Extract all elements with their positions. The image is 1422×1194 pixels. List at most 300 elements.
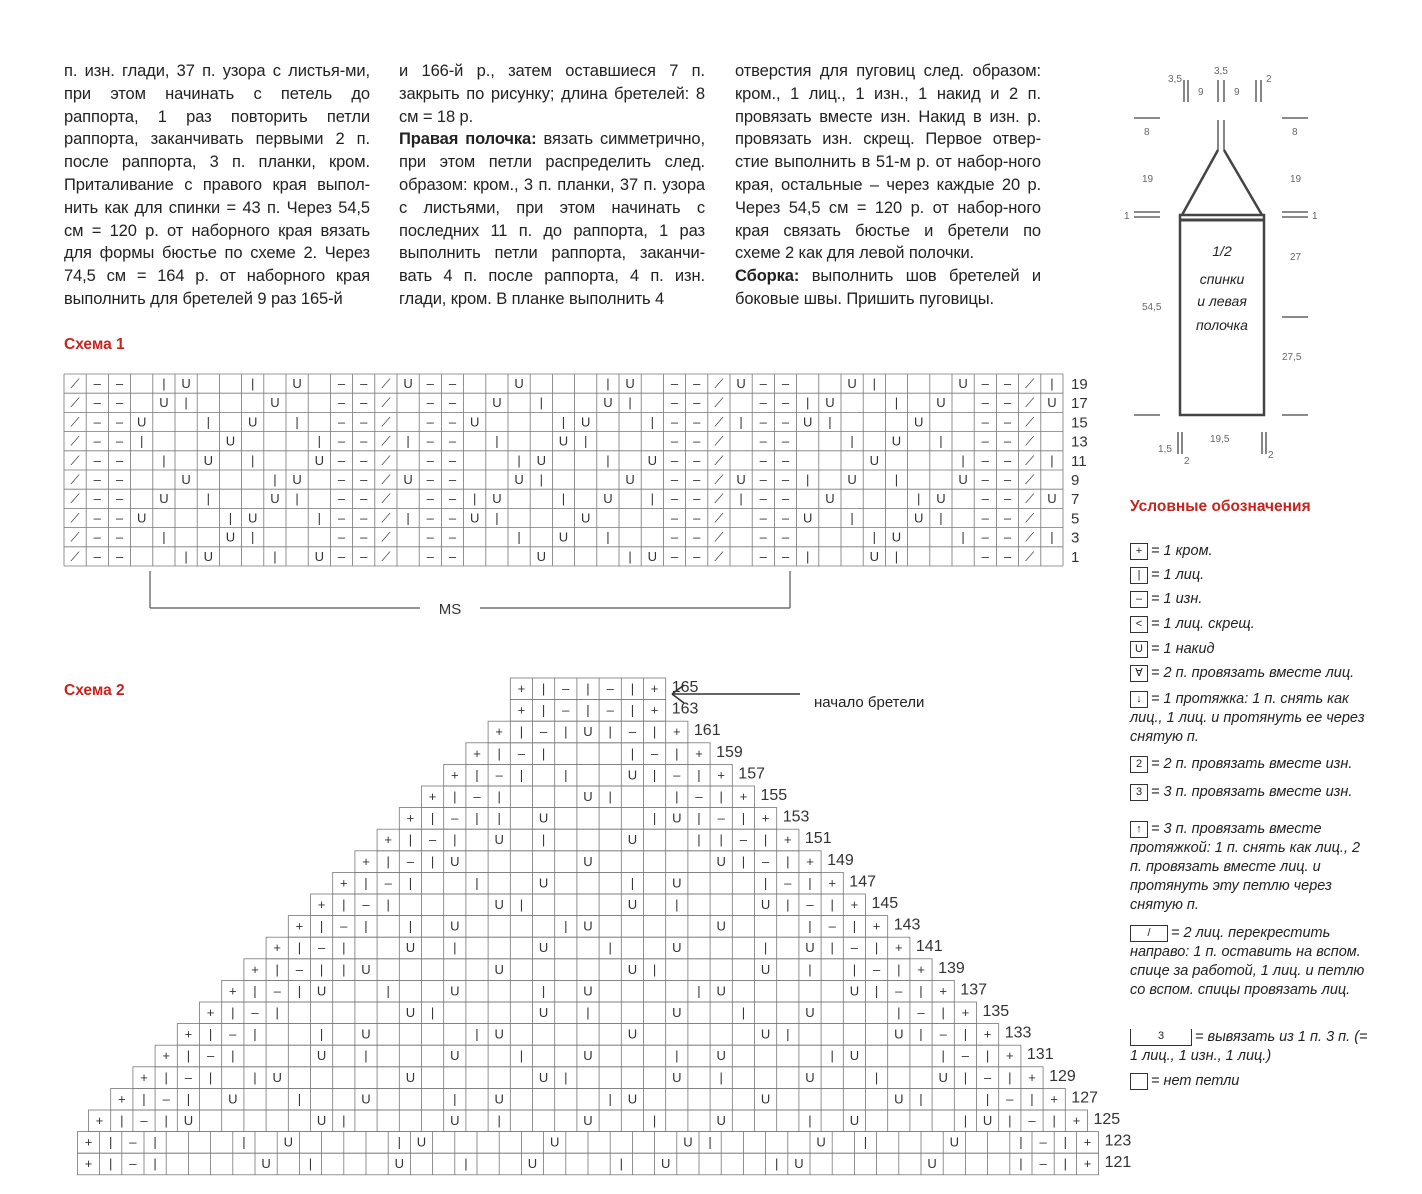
chart-glyph: U xyxy=(794,1156,804,1172)
chart-glyph: | xyxy=(852,918,857,934)
chart-glyph: + xyxy=(384,832,392,848)
chart-glyph: ⟋ xyxy=(70,433,80,449)
chart-glyph: + xyxy=(717,767,725,783)
chart-glyph: – xyxy=(981,529,989,545)
chart-glyph: | xyxy=(386,853,390,869)
chart-glyph: | xyxy=(697,810,701,826)
chart-glyph: + xyxy=(206,1005,215,1020)
chart-glyph: – xyxy=(759,433,767,449)
legend-item xyxy=(1130,755,1370,774)
chart-glyph: U xyxy=(538,1069,549,1085)
chart-glyph: U xyxy=(550,1134,560,1150)
chart-glyph: | xyxy=(606,376,610,391)
chart-glyph: – xyxy=(337,529,346,545)
chart-glyph: U xyxy=(958,472,968,487)
row-label: 13 xyxy=(1071,433,1088,451)
chart-glyph: – xyxy=(362,897,370,912)
chart-glyph: | xyxy=(606,529,610,545)
chart-glyph: – xyxy=(759,414,767,430)
legend-item xyxy=(1130,690,1370,747)
chart-glyph: | xyxy=(297,1091,302,1107)
chart-glyph: | xyxy=(162,452,166,468)
chart-glyph: U xyxy=(716,1048,726,1064)
row-label: 3 xyxy=(1071,529,1080,547)
chart-glyph: – xyxy=(93,548,101,564)
chart-glyph: | xyxy=(295,414,299,430)
chart-glyph: U xyxy=(316,1048,327,1064)
chart-glyph: – xyxy=(650,745,659,761)
chart-glyph: | xyxy=(109,1134,113,1150)
chart-glyph: | xyxy=(186,1048,191,1064)
chart-glyph: – xyxy=(115,510,124,526)
chart-glyph: | xyxy=(872,529,876,545)
chart-glyph: U xyxy=(405,1005,416,1020)
chart-glyph: – xyxy=(759,491,767,507)
chart-glyph: | xyxy=(142,1091,146,1107)
legend-symbol-icon xyxy=(1130,1073,1148,1090)
chart-glyph: – xyxy=(115,472,124,487)
chart-glyph: U xyxy=(316,1113,327,1128)
chart-glyph: – xyxy=(693,414,701,430)
chart-glyph: – xyxy=(115,433,124,449)
chart-glyph: | xyxy=(564,767,568,783)
chart-glyph: | xyxy=(786,853,790,869)
chart-glyph: ⟋ xyxy=(70,510,80,526)
legend-text: = 2 лиц. перекрестить направо: 1 п. оставить на вспом. спице за работой, 1 лиц. и петлю со вспом. спицы провязать лиц. xyxy=(1130,925,1365,998)
chart-glyph: | xyxy=(894,548,899,564)
chart-glyph: – xyxy=(670,395,679,411)
chart-glyph: – xyxy=(448,433,457,449)
chart-glyph: | xyxy=(1019,1134,1023,1150)
chart-glyph: | xyxy=(628,395,632,411)
chart-glyph: | xyxy=(164,1069,168,1085)
chart-glyph: – xyxy=(781,548,790,564)
chart-glyph: – xyxy=(360,395,368,411)
chart-glyph: | xyxy=(775,1156,779,1172)
chart-glyph: | xyxy=(652,1113,657,1128)
chart-glyph: – xyxy=(606,681,614,696)
chart-glyph: U xyxy=(270,395,280,411)
chart-glyph: + xyxy=(739,789,748,804)
chart-glyph: | xyxy=(251,529,255,545)
chart-glyph: | xyxy=(519,897,524,912)
chart-glyph: U xyxy=(625,472,635,487)
chart-glyph: | xyxy=(830,897,834,912)
chart-glyph: | xyxy=(561,491,566,507)
dim-top-4: 9 xyxy=(1234,87,1240,98)
chart-glyph: – xyxy=(426,452,434,468)
row-label: 9 xyxy=(1071,472,1080,489)
chart-glyph: | xyxy=(786,1026,790,1042)
chart-glyph: – xyxy=(872,961,881,977)
chart-glyph: – xyxy=(759,548,767,564)
chart-glyph: U xyxy=(494,1026,504,1042)
legend-item xyxy=(1130,820,1370,915)
chart-glyph: + xyxy=(406,810,415,826)
chart-glyph: U xyxy=(292,472,302,487)
chart-glyph: ⟋ xyxy=(714,452,724,468)
legend-symbol-icon: < xyxy=(1130,616,1148,633)
chart-glyph: + xyxy=(1028,1069,1036,1085)
chart-glyph: – xyxy=(448,491,457,507)
chart-glyph: U xyxy=(514,472,524,487)
chart-glyph: | xyxy=(206,491,210,507)
chart-glyph: + xyxy=(118,1091,126,1107)
chart-glyph: – xyxy=(115,529,124,545)
chart-glyph: – xyxy=(981,472,989,487)
chart-glyph: | xyxy=(408,918,413,934)
row-label: 131 xyxy=(1026,1046,1054,1064)
chart-glyph: U xyxy=(494,1091,504,1107)
chart-glyph: – xyxy=(93,376,101,391)
chart-glyph: | xyxy=(253,1026,257,1042)
dim-r275: 27,5 xyxy=(1282,352,1302,363)
chart-glyph: U xyxy=(825,491,835,507)
chart-glyph: U xyxy=(938,1069,948,1085)
chart-glyph: – xyxy=(115,548,124,564)
chart-glyph: U xyxy=(927,1156,937,1172)
row-label: 165 xyxy=(671,679,699,696)
legend-text: = 1 изн. xyxy=(1151,591,1203,607)
chart-glyph: | xyxy=(630,875,635,891)
chart-glyph: U xyxy=(248,414,258,430)
chart-glyph: ⟋ xyxy=(70,491,80,507)
chart-glyph: – xyxy=(140,1113,148,1128)
chart-glyph: – xyxy=(781,433,790,449)
chart-glyph: – xyxy=(693,529,701,545)
row-label: 155 xyxy=(760,787,788,804)
chart-glyph: U xyxy=(583,853,593,869)
chart-glyph: – xyxy=(360,452,368,468)
chart-glyph: – xyxy=(1003,548,1012,564)
chart-glyph: | xyxy=(652,767,657,783)
chart-glyph: | xyxy=(708,1134,712,1150)
chart-glyph: – xyxy=(670,529,679,545)
chart-glyph: – xyxy=(426,491,434,507)
chart-glyph: U xyxy=(627,1091,638,1107)
schematic-label-4: полочка xyxy=(1196,317,1248,333)
chart-glyph: | xyxy=(342,1113,346,1128)
chart-glyph: – xyxy=(360,414,368,430)
chart-glyph: ⟋ xyxy=(381,452,391,468)
chart-glyph: | xyxy=(186,1091,191,1107)
chart-glyph: | xyxy=(963,1026,968,1042)
chart-glyph: U xyxy=(914,414,924,430)
chart-glyph: U xyxy=(825,395,835,411)
chart-glyph: – xyxy=(981,395,989,411)
chart-glyph: + xyxy=(251,961,259,977)
chart-glyph: | xyxy=(564,1069,568,1085)
chart-glyph: | xyxy=(1008,1069,1012,1085)
chart-glyph: – xyxy=(1003,452,1012,468)
chart-glyph: + xyxy=(317,897,326,912)
chart-glyph: – xyxy=(1039,1134,1047,1150)
chart-glyph: | xyxy=(475,810,479,826)
chart-glyph: | xyxy=(739,491,743,507)
chart-glyph: | xyxy=(1063,1156,1067,1172)
chart-glyph: U xyxy=(847,376,857,391)
chart-glyph: – xyxy=(1006,1091,1014,1107)
dim-top-2: 9 xyxy=(1198,87,1204,98)
row-label: 143 xyxy=(893,916,921,934)
chart-glyph: ⟋ xyxy=(70,395,80,411)
chart-glyph: – xyxy=(961,1048,970,1064)
chart-glyph: | xyxy=(541,832,546,848)
chart-glyph: | xyxy=(228,510,233,526)
chart-glyph: | xyxy=(539,472,543,487)
col2-text-a: и 166-й р., затем оставшиеся 7 п. закрыть по рисунку; длина бретелей: 8 см = 18 р. xyxy=(399,62,705,126)
chart-glyph: – xyxy=(93,414,101,430)
chart-glyph: ⟋ xyxy=(714,529,724,545)
chart-glyph: | xyxy=(808,875,812,891)
chart-glyph: ⟋ xyxy=(714,395,724,411)
chart-glyph: U xyxy=(627,897,638,912)
chart-glyph: – xyxy=(448,452,457,468)
chart-glyph: | xyxy=(140,433,144,449)
chart-glyph: | xyxy=(619,1156,623,1172)
chart-glyph: – xyxy=(93,472,101,487)
chart-glyph: | xyxy=(917,491,921,507)
chart-glyph: U xyxy=(450,918,460,934)
chart-glyph: | xyxy=(1063,1134,1067,1150)
chart-glyph: | xyxy=(919,1091,923,1107)
row-label: 121 xyxy=(1104,1154,1132,1172)
chart-glyph: U xyxy=(672,1069,682,1085)
chart-glyph: U xyxy=(603,491,613,507)
dim-l545: 54,5 xyxy=(1142,302,1162,313)
chart-glyph: | xyxy=(719,789,723,804)
chart-glyph: U xyxy=(949,1134,959,1150)
pattern-schematic xyxy=(1122,60,1422,540)
chart-glyph: | xyxy=(251,376,255,391)
chart-glyph: | xyxy=(808,918,812,934)
ms-label: MS xyxy=(438,601,462,616)
chart-glyph: U xyxy=(803,510,813,526)
chart-glyph: | xyxy=(541,745,546,761)
legend-symbol-icon: 3 xyxy=(1130,784,1148,801)
dim-r19: 19 xyxy=(1290,174,1302,185)
chart-glyph: ⟋ xyxy=(381,529,391,545)
chart-glyph: + xyxy=(784,832,792,848)
chart-glyph: – xyxy=(1003,433,1012,449)
chart-glyph: | xyxy=(208,1069,213,1085)
chart-glyph: | xyxy=(963,1069,968,1085)
legend-symbol-icon: – xyxy=(1130,591,1148,608)
chart-glyph: – xyxy=(360,510,368,526)
row-label: 7 xyxy=(1071,491,1080,509)
chart-glyph: | xyxy=(650,414,654,430)
schematic-label-2: спинки xyxy=(1199,271,1245,287)
chart-glyph: U xyxy=(450,1048,460,1064)
chart-glyph: – xyxy=(693,395,701,411)
legend-text: = вывязать из 1 п. 3 п. (= 1 лиц., 1 изн., 1 лиц.) xyxy=(1130,1029,1368,1064)
chart-glyph: U xyxy=(225,433,236,449)
chart-glyph: U xyxy=(982,1113,993,1128)
chart-glyph: U xyxy=(661,1156,671,1172)
chart-glyph: | xyxy=(697,983,701,999)
chart-glyph: | xyxy=(453,1091,457,1107)
chart-glyph: | xyxy=(297,983,302,999)
chart-glyph: + xyxy=(184,1026,193,1042)
chart-glyph: – xyxy=(448,472,457,487)
chart-glyph: U xyxy=(581,414,591,430)
chart-glyph: | xyxy=(430,810,435,826)
chart-glyph: | xyxy=(586,702,590,718)
chart-glyph: | xyxy=(763,832,768,848)
legend-symbol-icon: ∀ xyxy=(1130,665,1148,682)
chart-glyph: – xyxy=(606,702,614,718)
chart-glyph: U xyxy=(849,1048,860,1064)
chart-glyph: | xyxy=(430,853,435,869)
chart-glyph: | xyxy=(453,832,457,848)
chart-glyph: | xyxy=(164,1113,168,1128)
dim-l1: 1 xyxy=(1124,211,1130,222)
legend-symbol-icon: ↑ xyxy=(1130,821,1148,838)
chart-glyph: – xyxy=(206,1048,215,1064)
chart-glyph: ⟋ xyxy=(381,491,391,507)
chart-glyph: | xyxy=(364,918,368,934)
chart-glyph: | xyxy=(963,1113,968,1128)
chart-glyph: U xyxy=(683,1134,693,1150)
chart-glyph: U xyxy=(494,897,504,912)
chart-glyph: + xyxy=(872,918,881,934)
chart-glyph: U xyxy=(361,1091,371,1107)
chart-glyph: | xyxy=(897,1005,901,1020)
chart-glyph: ⟋ xyxy=(381,395,391,411)
chart-glyph: + xyxy=(695,745,703,761)
chart-glyph: – xyxy=(426,414,434,430)
chart-glyph: – xyxy=(360,472,368,487)
chart-glyph: | xyxy=(850,510,854,526)
chart-glyph: – xyxy=(115,452,124,468)
chart-glyph: U xyxy=(869,452,879,468)
chart-glyph: | xyxy=(517,529,521,545)
chart-glyph: | xyxy=(473,491,477,507)
row-label: 151 xyxy=(804,830,832,848)
chart-glyph: U xyxy=(492,491,502,507)
chart-glyph: – xyxy=(739,832,748,848)
chart-glyph: – xyxy=(451,810,459,826)
chart-glyph: – xyxy=(781,376,790,391)
chart-glyph: – xyxy=(93,529,101,545)
legend-text: = 1 накид xyxy=(1151,641,1215,657)
chart-glyph: | xyxy=(517,452,521,468)
chart-glyph: | xyxy=(786,897,790,912)
chart-glyph: U xyxy=(672,1005,682,1020)
chart-glyph: | xyxy=(342,897,346,912)
chart-glyph: + xyxy=(917,961,925,977)
chart-glyph: | xyxy=(408,875,413,891)
chart-glyph: | xyxy=(342,961,346,977)
chart-glyph: – xyxy=(759,529,767,545)
row-label: 125 xyxy=(1093,1111,1121,1128)
chart-glyph: – xyxy=(759,395,767,411)
legend-text: = 2 п. провязать вместе изн. xyxy=(1151,756,1353,772)
chart-glyph: | xyxy=(828,414,832,430)
chart-glyph: | xyxy=(985,1048,990,1064)
chart-glyph: | xyxy=(697,767,701,783)
chart-glyph: – xyxy=(337,548,346,564)
chart-glyph: ⟋ xyxy=(1025,548,1035,564)
chart-glyph: – xyxy=(115,414,124,430)
chart-glyph: ⟋ xyxy=(70,529,80,545)
chart-glyph: | xyxy=(109,1156,113,1172)
chart-glyph: U xyxy=(361,1026,371,1042)
chart-glyph: – xyxy=(806,897,814,912)
chart-glyph: U xyxy=(514,376,524,391)
row-label: 145 xyxy=(871,895,899,912)
scheme2-title: Схема 2 xyxy=(64,682,125,699)
chart-glyph: – xyxy=(781,510,790,526)
chart-glyph: | xyxy=(852,961,857,977)
chart-glyph: | xyxy=(231,1048,235,1064)
chart-glyph: – xyxy=(495,767,503,783)
chart-glyph: U xyxy=(203,548,213,564)
row-label: 129 xyxy=(1049,1067,1076,1085)
chart-glyph: + xyxy=(983,1026,992,1042)
chart-glyph: | xyxy=(364,1048,368,1064)
chart-glyph: U xyxy=(914,510,924,526)
chart-glyph: + xyxy=(961,1005,970,1020)
chart-glyph: + xyxy=(273,940,281,956)
chart-glyph: ⟋ xyxy=(714,548,724,564)
chart-glyph: – xyxy=(428,832,437,848)
chart-glyph: – xyxy=(917,1005,925,1020)
chart-glyph: | xyxy=(1052,1113,1056,1128)
chart-glyph: U xyxy=(760,961,771,977)
chart-glyph: – xyxy=(562,681,570,696)
chart-glyph: | xyxy=(541,983,546,999)
chart-glyph: | xyxy=(297,940,302,956)
chart-glyph: – xyxy=(337,395,346,411)
row-label: 157 xyxy=(738,765,766,783)
chart-glyph: U xyxy=(647,452,657,468)
chart-glyph: | xyxy=(319,918,324,934)
schematic-label-1: 1/2 xyxy=(1212,243,1232,259)
legend-text: = 1 лиц. скрещ. xyxy=(1151,616,1255,632)
dim-top-3: 3,5 xyxy=(1214,66,1228,77)
chart-glyph: U xyxy=(494,961,504,977)
chart-glyph: U xyxy=(816,1134,826,1150)
legend-symbol-icon: 3 xyxy=(1130,1029,1192,1046)
chart-glyph: – xyxy=(162,1091,170,1107)
chart-glyph: | xyxy=(608,1091,612,1107)
chart-glyph: | xyxy=(251,452,255,468)
chart-glyph: | xyxy=(894,472,899,487)
chart-glyph: – xyxy=(448,510,457,526)
chart-glyph: | xyxy=(453,940,457,956)
chart-glyph: + xyxy=(650,681,659,696)
chart-glyph: + xyxy=(1072,1113,1081,1128)
legend-text: = 3 п. провязать вместе протяжкой: 1 п. снять как лиц., 2 п. провязать вместе лиц. и протянуть эту петлю через снятую п. xyxy=(1130,821,1361,913)
chart-glyph: U xyxy=(760,1091,771,1107)
chart-glyph: U xyxy=(760,1026,771,1042)
chart-glyph: ⟋ xyxy=(1025,510,1035,526)
chart-glyph: U xyxy=(558,433,569,449)
dim-top-1: 3,5 xyxy=(1168,74,1182,85)
legend-item xyxy=(1130,1072,1370,1091)
chart-glyph: U xyxy=(716,853,726,869)
chart-glyph: U xyxy=(538,940,549,956)
chart-glyph: – xyxy=(1028,1113,1036,1128)
chart-glyph: | xyxy=(608,940,612,956)
chart-glyph: ⟋ xyxy=(1025,529,1035,545)
chart-glyph: | xyxy=(206,414,210,430)
chart-glyph: ⟋ xyxy=(1025,414,1035,430)
chart-glyph: – xyxy=(517,745,526,761)
chart-glyph: ⟋ xyxy=(1025,376,1035,391)
chart-glyph: U xyxy=(958,376,968,391)
